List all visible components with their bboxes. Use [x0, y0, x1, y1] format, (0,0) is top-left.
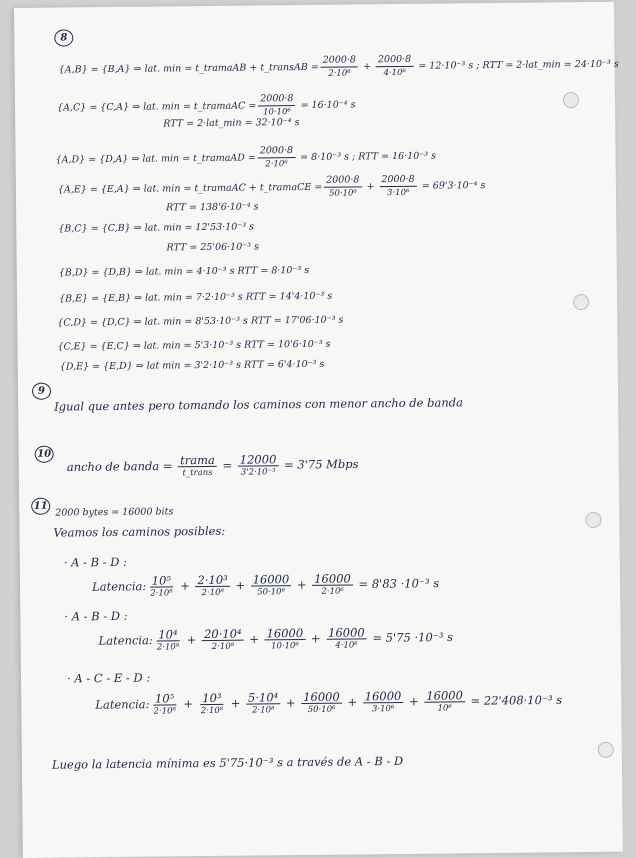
link-latency-line [57, 315, 343, 329]
question-number-8: 8 [54, 29, 73, 46]
link-latency-line [55, 144, 436, 173]
binder-hole [585, 512, 601, 528]
fraction: $\frac{16000}{\text{10⁶}}$ [424, 689, 465, 714]
link-latency-right: = 8·10⁻³ s ; RTT = 16·10⁻³ s [300, 151, 436, 163]
link-latency-left: {B,E} = {E,B} ⇒ lat. min = 7·2·10⁻³ s [59, 292, 243, 305]
link-latency-line: {A,B} = {B,A} ⇒ lat. min = t_tramaAB + t_transAB = $\frac{2000\cdot 8}{\text{2·10⁶}}$ + $\frac{2000\cdot 8}{\text{4·10⁶}}$ = 12·10⁻³ s ; RTT = 2·lat_min = 24·10⁻³ s [59, 52, 619, 83]
latency-label: Latencia: [99, 633, 153, 648]
binder-hole [573, 294, 589, 310]
link-latency-right: RTT = 10'6·10⁻³ s [244, 339, 331, 351]
link-latency-right: RTT = 17'06·10⁻³ s [251, 315, 344, 327]
path-latency: Latencia: $\frac{\text{10⁴}}{\text{2·10⁸}}$ + $\frac{\text{20·10⁴}}{\text{2·10⁸}}$ + $\frac{16000}{\text{10·10⁶}}$ + $\frac{16000}{\text{4·10⁶}}$ = 5'75 ·10⁻³ s [99, 625, 454, 654]
fraction: $\frac{\text{10⁴}}{\text{2·10⁸}}$ [155, 628, 182, 653]
link-latency-line [163, 117, 299, 129]
link-latency-line [58, 221, 254, 234]
fraction: $\frac{2000\cdot 8}{\text{50·10⁶}}$ [324, 174, 362, 199]
conclusion-text: Luego la latencia mínima es 5'75·10⁻³ s a través de A - B - D [52, 754, 403, 772]
link-latency-left: RTT = 2·lat_min = 32·10⁻⁴ s [163, 117, 299, 129]
fraction: $\frac{\text{20·10⁴}}{\text{2·10⁸}}$ [202, 628, 244, 653]
link-latency-line [166, 241, 259, 253]
binder-hole [563, 92, 579, 108]
fraction: $\frac{2000\cdot 8}{\text{2·10⁶}}$ [321, 54, 359, 79]
paths-intro: Veamos los caminos posibles: [53, 524, 225, 540]
fraction: $\frac{16000}{\text{2·10⁶}}$ [312, 572, 353, 597]
paths-list [14, 2, 614, 8]
path-name: · A - C - E - D : [67, 671, 150, 686]
link-latency-line [57, 339, 330, 353]
fraction: $\frac{16000}{\text{50·10⁶}}$ [251, 573, 292, 598]
fraction: $\frac{16000}{\text{4·10⁶}}$ [326, 626, 367, 651]
link-latency-left: RTT = 25'06·10⁻³ s [166, 241, 259, 253]
question-10-formula: ancho de banda = $\frac{\text{trama}}{\text{t\_trans}}$ = $\frac{12000}{\text{3'2·10⁻³}}$ = 3'75 Mbps [67, 452, 359, 480]
link-latency-right: = 69'3·10⁻⁴ s [422, 180, 486, 192]
question-8-answer [14, 2, 614, 8]
path-name: · A - B - D : [64, 609, 127, 624]
question-9-text: Igual que antes pero tomando los caminos con menor ancho de banda [54, 395, 463, 413]
path-name: · A - B - D : [64, 555, 127, 570]
link-latency-right: RTT = 6'4·10⁻³ s [244, 359, 324, 371]
binder-hole [598, 742, 614, 758]
fraction: $\frac{\text{5·10⁴}}{\text{2·10⁸}}$ [246, 691, 280, 716]
link-latency-left: {A,D} = {D,A} ⇒ lat. min = t_tramaAD = [56, 152, 256, 165]
link-latency-line [57, 92, 356, 120]
link-latency-left: {C,E} = {E,C} ⇒ lat. min = 5'3·10⁻³ s [57, 340, 241, 353]
link-latency-left: {B,C} = {C,B} ⇒ lat. min = 12'53·10⁻³ s [58, 221, 254, 234]
path-latency: Latencia: $\frac{\text{10⁵}}{\text{2·10⁸}}$ + $\frac{\text{2·10³}}{\text{2·10⁸}}$ + $\frac{16000}{\text{50·10⁶}}$ + $\frac{16000}{\text{2·10⁶}}$ = 8'83 ·10⁻³ s [92, 572, 439, 601]
question-number-11: 11 [31, 498, 50, 515]
fraction: $\frac{16000}{\text{10·10⁶}}$ [264, 627, 305, 652]
bandwidth-result: = 3'75 Mbps [284, 457, 359, 472]
fraction: $\frac{16000}{\text{50·10⁶}}$ [301, 691, 342, 716]
link-latency-line [60, 359, 325, 373]
bytes-to-bits: 2000 bytes = 16000 bits [55, 506, 173, 518]
fraction: $\frac{2000\cdot 8}{\text{2·10⁶}}$ [258, 145, 296, 170]
fraction: $\frac{2000\cdot 8}{\text{10·10⁶}}$ [258, 93, 296, 118]
fraction: $\frac{16000}{\text{3·10⁶}}$ [363, 690, 404, 715]
link-latency-right: RTT = 8·10⁻³ s [237, 265, 309, 277]
link-latency-line: {A,E} = {E,A} ⇒ lat. min = t_tramaAC + t_tramaCE = $\frac{2000\cdot 8}{\text{50·10⁶}}$ + $\frac{2000\cdot 8}{\text{3·10⁶}}$ = 69'3·10⁻⁴ s [58, 173, 486, 202]
fraction: $\frac{\text{10⁵}}{\text{2·10⁸}}$ [151, 692, 178, 717]
latency-result: = 22'408·10⁻³ s [471, 693, 563, 708]
bandwidth-label: ancho de banda = [67, 459, 173, 474]
fraction: $\frac{\text{10⁵}}{\text{2·10⁸}}$ [148, 574, 175, 599]
link-latency-left: {D,E} = {E,D} ⇒ lat min = 3'2·10⁻³ s [60, 360, 241, 373]
link-latency-line [59, 291, 332, 305]
link-latency-left: RTT = 138'6·10⁻⁴ s [166, 201, 259, 213]
link-latency-left: {A,E} = {E,A} ⇒ lat. min = t_tramaAC + t_tramaCE = [58, 182, 322, 196]
fraction: $\frac{\text{10³}}{\text{2·10⁸}}$ [199, 692, 226, 717]
fraction: $\frac{2000\cdot 8}{\text{3·10⁶}}$ [379, 174, 417, 199]
link-latency-right: = 16·10⁻⁴ s [300, 99, 355, 111]
link-latency-left: {B,D} = {D,B} ⇒ lat. min = 4·10⁻³ s [59, 266, 235, 279]
fraction: $\frac{\text{2·10³}}{\text{2·10⁸}}$ [195, 574, 229, 599]
question-number-10: 10 [35, 446, 54, 463]
path-latency: Latencia: $\frac{\text{10⁵}}{\text{2·10⁸}}$ + $\frac{\text{10³}}{\text{2·10⁸}}$ + $\frac{\text{5·10⁴}}{\text{2·10⁸}}$ + $\frac{16000}{\text{50·10⁶}}$ + $\frac{16000}{\text{3·10⁶}}$ + $\frac{16000}{\text{10⁶}}$ = 22'408·10⁻³ s [95, 688, 562, 718]
notebook-page [14, 2, 623, 858]
latency-label: Latencia: [95, 697, 149, 712]
fraction: $\frac{12000}{\text{3'2·10⁻³}}$ [238, 453, 279, 478]
link-latency-left: {C,D} = {D,C} ⇒ lat. min = 8'53·10⁻³ s [57, 316, 248, 329]
question-number-9: 9 [32, 383, 51, 400]
latency-result: = 8'83 ·10⁻³ s [358, 576, 439, 591]
link-latency-left: {A,C} = {C,A} ⇒ lat. min = t_tramaAC = [57, 100, 256, 113]
fraction: $\frac{2000\cdot 8}{\text{4·10⁶}}$ [376, 54, 414, 79]
link-latency-left: {A,B} = {B,A} ⇒ lat. min = t_tramaAB + t_transAB = [59, 62, 319, 76]
link-latency-line [59, 265, 310, 279]
link-latency-right: RTT = 14'4·10⁻³ s [246, 291, 333, 303]
fraction: $\frac{\text{trama}}{\text{t\_trans}}$ [178, 454, 217, 479]
link-latency-line [166, 201, 259, 213]
link-latency-right: = 12·10⁻³ s ; RTT = 2·lat_min = 24·10⁻³ s [418, 59, 618, 72]
latency-label: Latencia: [92, 579, 146, 594]
latency-result: = 5'75 ·10⁻³ s [372, 630, 453, 645]
